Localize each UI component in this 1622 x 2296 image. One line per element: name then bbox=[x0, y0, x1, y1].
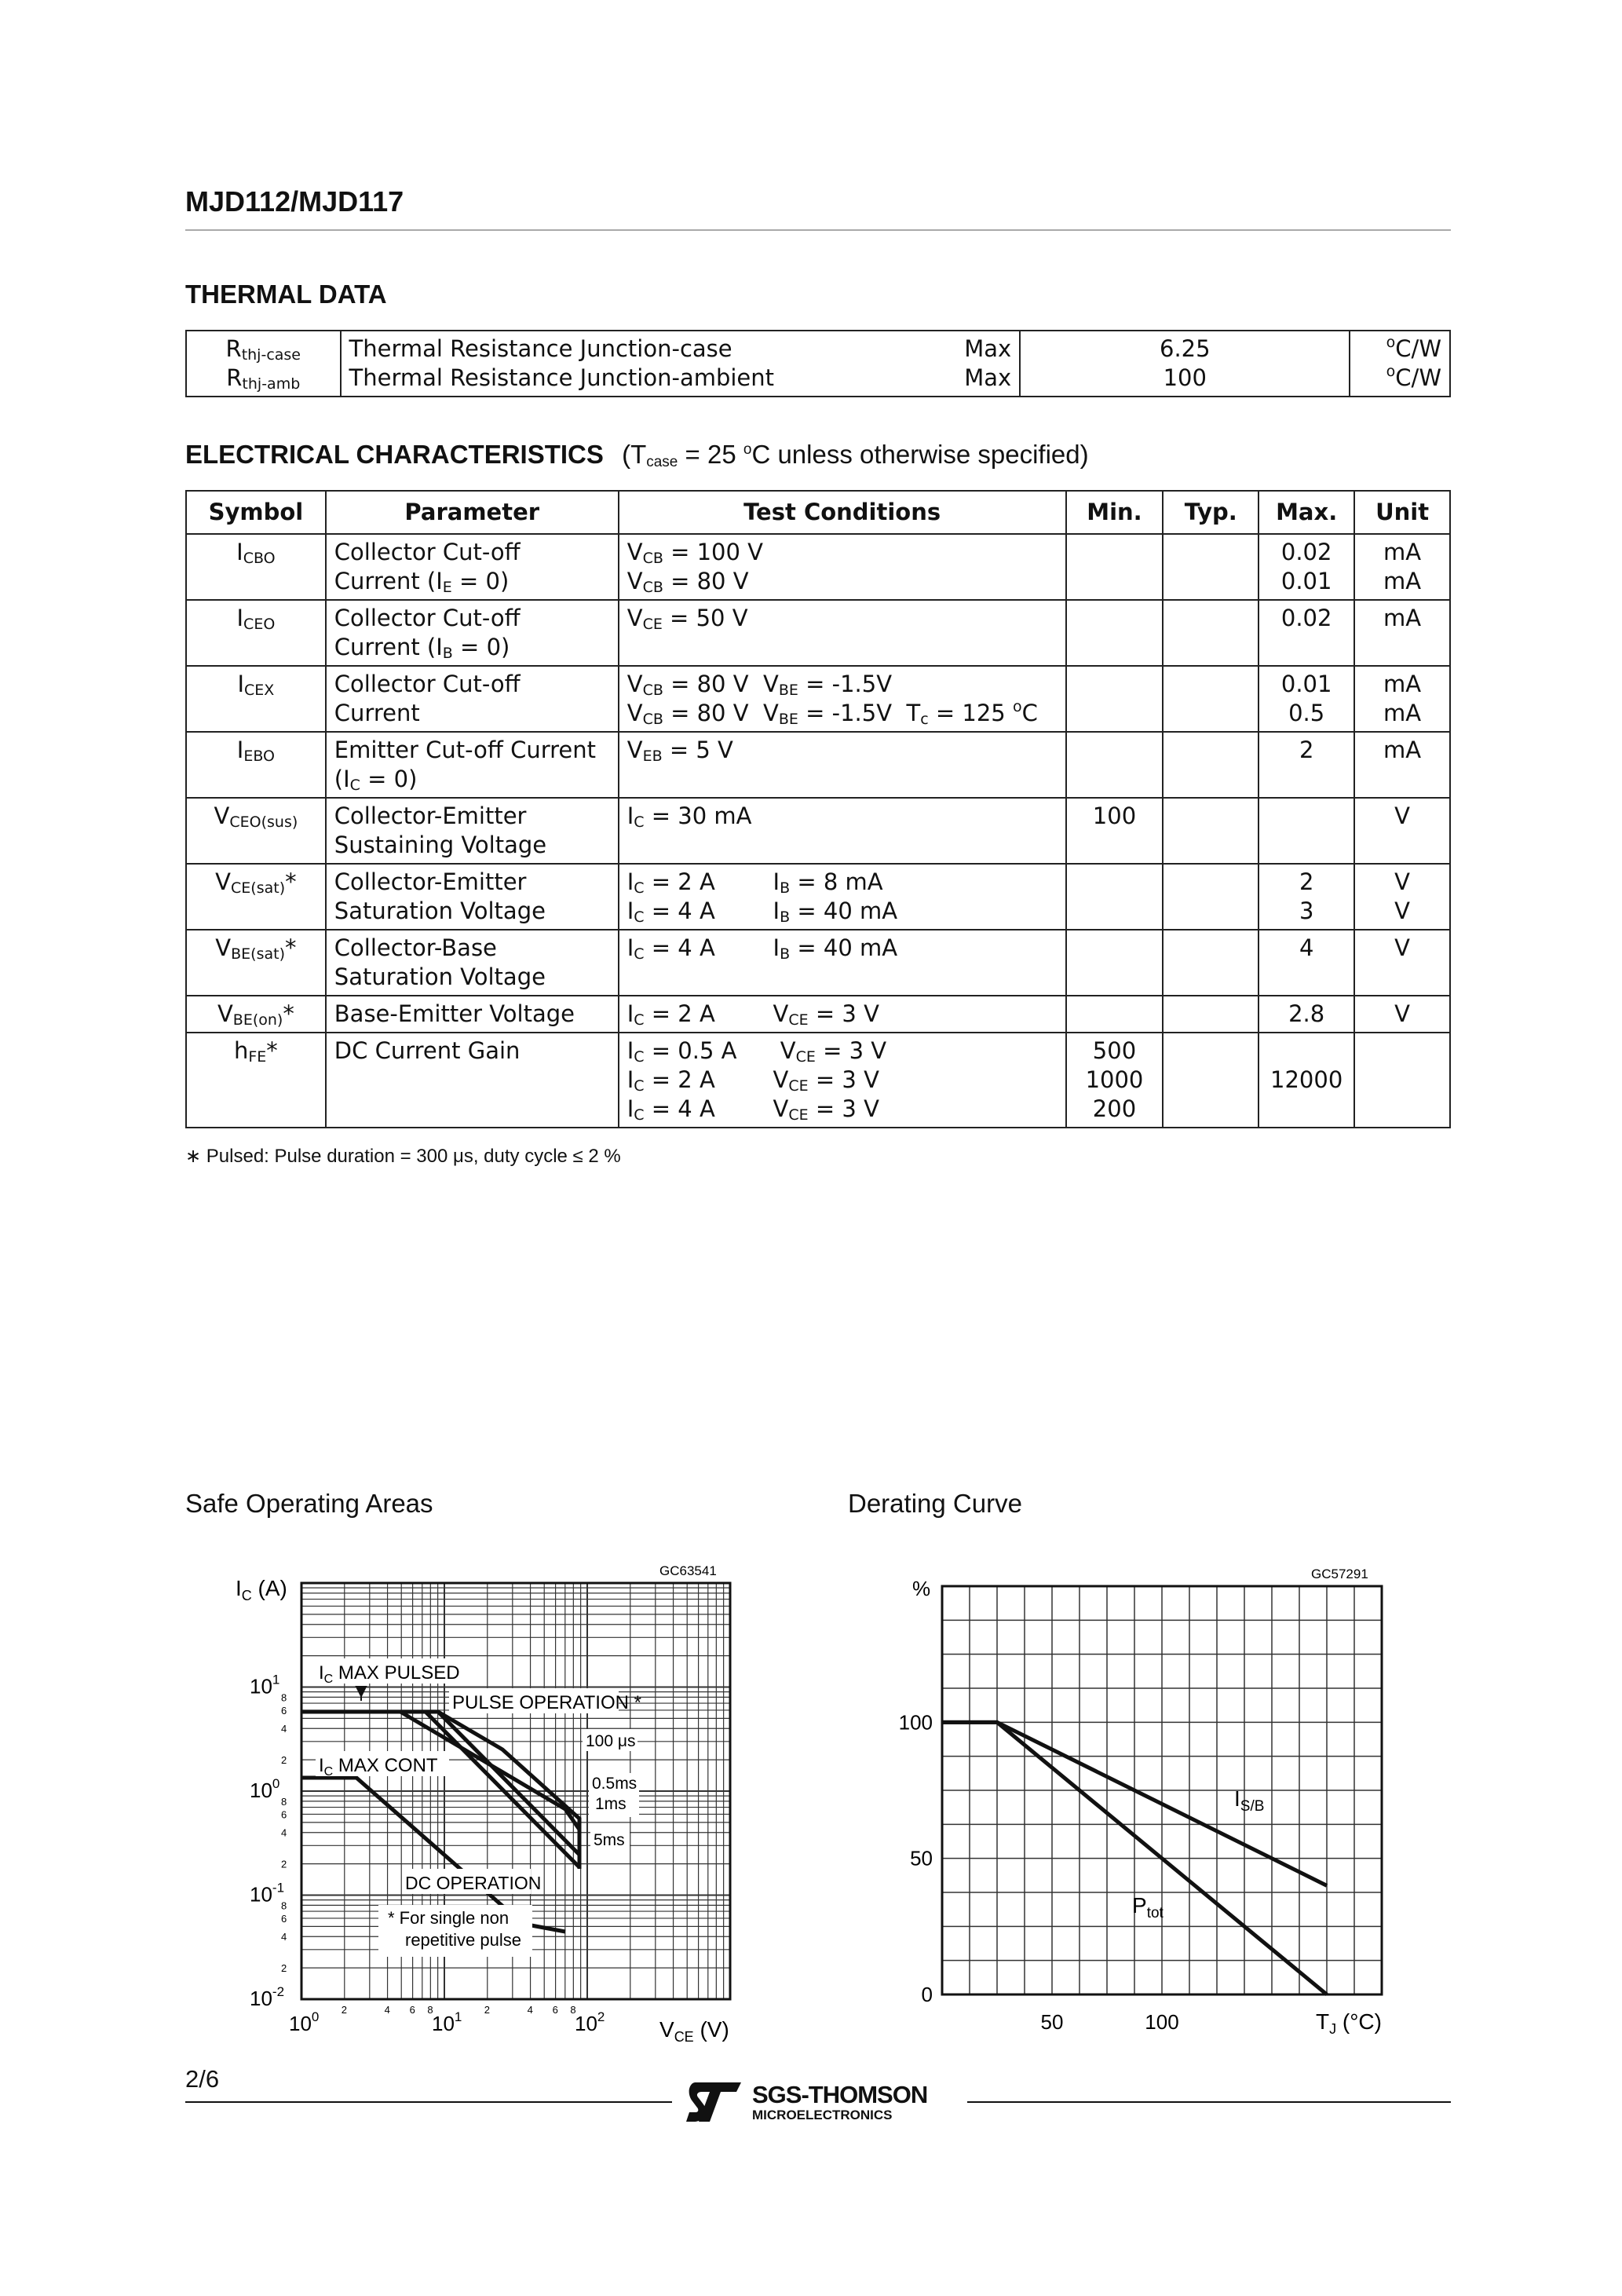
derating-x-tick-label: 100 bbox=[1145, 2010, 1179, 2034]
symbol-cell: $h_{FE}*$ bbox=[186, 1033, 326, 1128]
conditions-cell: $I_C = 0.5$ A $V_{CE} = 3$ V $I_C = 2$ A $V_{CE} = 3$ V $I_C = 4$ A $V_{CE} = 3$ V bbox=[619, 1033, 1066, 1128]
soa-y-minor-label: 8 bbox=[281, 1795, 287, 1808]
max-cell: 0.01 0.5 bbox=[1259, 666, 1354, 732]
derating-x-tick-label: 50 bbox=[1040, 2010, 1064, 2034]
unit-cell: V bbox=[1354, 798, 1450, 864]
parameter-cell: DC Current Gain bbox=[326, 1033, 619, 1128]
unit-cell: V bbox=[1354, 930, 1450, 996]
derating-chart bbox=[871, 1555, 1421, 2057]
table-row bbox=[186, 600, 1450, 666]
soa-x-minor-label: 8 bbox=[570, 2004, 576, 2016]
thermal-qualifier-cell bbox=[896, 331, 1020, 397]
conditions-cell: $V_{EB} = 5$ V bbox=[619, 732, 1066, 798]
min-cell bbox=[1066, 666, 1164, 732]
table-row bbox=[186, 864, 1450, 930]
soa-x-ticks bbox=[289, 2004, 605, 2035]
thermal-parameter-cell bbox=[341, 331, 897, 397]
soa-x-tick-label: $10^1$ bbox=[432, 2009, 462, 2035]
column-header: Parameter bbox=[326, 491, 619, 534]
soa-arrow-icon bbox=[356, 1687, 366, 1701]
soa-label-5ms: 5ms bbox=[594, 1831, 625, 1849]
soa-y-title: $I_C$ (A) bbox=[236, 1576, 287, 1603]
soa-y-minor-label: 6 bbox=[281, 1808, 287, 1821]
table-row bbox=[186, 666, 1450, 732]
thermal-symbol: $R_{thj-amb}$ bbox=[226, 364, 301, 393]
soa-label-ic-cont: $I_C$ MAX CONT bbox=[319, 1755, 438, 1779]
thermal-row bbox=[186, 331, 1450, 397]
soa-y-minor-label: 4 bbox=[281, 1931, 287, 1943]
derating-grid bbox=[942, 1586, 1382, 1994]
soa-label-1ms: 1ms bbox=[595, 1795, 627, 1813]
symbol-cell: $V_{CEO(sus)}$ bbox=[186, 798, 326, 864]
thermal-parameter: Thermal Resistance Junction-case bbox=[349, 335, 732, 362]
symbol-cell: $I_{CBO}$ bbox=[186, 534, 326, 600]
unit-cell: mA mA bbox=[1354, 666, 1450, 732]
thermal-qualifier: Max bbox=[964, 335, 1012, 362]
max-cell: 0.02 0.01 bbox=[1259, 534, 1354, 600]
soa-y-minor-label: 2 bbox=[281, 1858, 287, 1870]
soa-caption: Safe Operating Areas bbox=[185, 1489, 433, 1518]
derating-label-isb: $I_{S/B}$ bbox=[1234, 1786, 1265, 1815]
derating-y-tick-label: 100 bbox=[898, 1710, 933, 1735]
column-header: Min. bbox=[1066, 491, 1164, 534]
soa-label-pulse-op: PULSE OPERATION * bbox=[452, 1692, 641, 1713]
table-row bbox=[186, 732, 1450, 798]
conditions-cell: $I_C = 2$ A $V_{CE} = 3$ V bbox=[619, 996, 1066, 1033]
soa-x-minor-label: 4 bbox=[384, 2004, 390, 2016]
soa-y-minor-label: 2 bbox=[281, 1754, 287, 1767]
conditions-cell: $I_C = 2$ A $I_B = 8$ mA $I_C = 4$ A $I_B = 40$ mA bbox=[619, 864, 1066, 930]
unit-cell: mA bbox=[1354, 732, 1450, 798]
footer-rule-right bbox=[967, 2101, 1451, 2103]
derating-y-title: % bbox=[912, 1577, 931, 1600]
derating-code: GC57291 bbox=[1311, 1567, 1368, 1581]
typ-cell bbox=[1163, 798, 1259, 864]
electrical-heading: ELECTRICAL CHARACTERISTICS bbox=[185, 440, 604, 469]
electrical-conditions: ($T_{case} = 25$ $^o$C unless otherwise specified) bbox=[622, 440, 1089, 470]
derating-y-tick-label: 50 bbox=[910, 1846, 933, 1870]
soa-y-minor-label: 6 bbox=[281, 1912, 287, 1925]
max-cell: 2.8 bbox=[1259, 996, 1354, 1033]
soa-label-100us: 100 μs bbox=[586, 1732, 636, 1750]
brand-name: SGS-THOMSON bbox=[752, 2081, 928, 2108]
conditions-cell: $V_{CB} = 100$ V $V_{CB} = 80$ V bbox=[619, 534, 1066, 600]
soa-y-tick-label: $10^{-2}$ bbox=[250, 1984, 285, 2010]
max-cell: 0.02 bbox=[1259, 600, 1354, 666]
max-cell: 4 bbox=[1259, 930, 1354, 996]
derating-y-ticks bbox=[899, 1710, 933, 2006]
soa-code: GC63541 bbox=[659, 1563, 717, 1578]
typ-cell bbox=[1163, 732, 1259, 798]
electrical-heading-line bbox=[185, 440, 1089, 470]
soa-label-dc-op: DC OPERATION bbox=[405, 1873, 542, 1893]
soa-label-05ms: 0.5ms bbox=[592, 1775, 637, 1793]
header-rule bbox=[185, 229, 1451, 231]
soa-y-ticks bbox=[250, 1673, 287, 2011]
soa-y-minor-label: 8 bbox=[281, 1691, 287, 1704]
soa-y-minor-label: 4 bbox=[281, 1826, 287, 1839]
min-cell bbox=[1066, 996, 1164, 1033]
symbol-cell: $I_{CEX}$ bbox=[186, 666, 326, 732]
soa-x-tick-label: $10^2$ bbox=[575, 2009, 605, 2035]
soa-x-title: $V_{CE}$ (V) bbox=[659, 2017, 729, 2045]
soa-x-tick-label: $10^0$ bbox=[289, 2009, 320, 2035]
typ-cell bbox=[1163, 1033, 1259, 1128]
unit-cell: V V bbox=[1354, 864, 1450, 930]
parameter-cell: Emitter Cut-off Current $(I_C = 0)$ bbox=[326, 732, 619, 798]
soa-y-minor-label: 2 bbox=[281, 1962, 287, 1975]
max-cell bbox=[1259, 798, 1354, 864]
max-cell: 2 3 bbox=[1259, 864, 1354, 930]
typ-cell bbox=[1163, 534, 1259, 600]
table-row bbox=[186, 1033, 1450, 1128]
derating-caption: Derating Curve bbox=[848, 1489, 1022, 1518]
thermal-value: 100 bbox=[1163, 364, 1207, 391]
derating-x-title: $T_J$ (°C) bbox=[1316, 2009, 1382, 2037]
soa-x-minor-label: 8 bbox=[427, 2004, 433, 2016]
thermal-value: 6.25 bbox=[1160, 335, 1211, 362]
derating-x-ticks bbox=[1041, 2010, 1179, 2034]
document-title: MJD112/MJD117 bbox=[185, 185, 404, 218]
parameter-cell: Collector Cut-off Current bbox=[326, 666, 619, 732]
soa-y-minor-label: 4 bbox=[281, 1723, 287, 1735]
symbol-cell: $V_{CE(sat)}*$ bbox=[186, 864, 326, 930]
typ-cell bbox=[1163, 666, 1259, 732]
soa-x-minor-label: 2 bbox=[484, 2004, 491, 2016]
column-header: Symbol bbox=[186, 491, 326, 534]
thermal-unit: $^o$C/W bbox=[1386, 334, 1441, 362]
min-cell bbox=[1066, 732, 1164, 798]
conditions-cell: $I_C = 30$ mA bbox=[619, 798, 1066, 864]
symbol-cell: $V_{BE(on)}*$ bbox=[186, 996, 326, 1033]
min-cell bbox=[1066, 600, 1164, 666]
max-cell: 2 bbox=[1259, 732, 1354, 798]
table-row bbox=[186, 798, 1450, 864]
brand-subtitle: MICROELECTRONICS bbox=[752, 2108, 893, 2122]
min-cell: 100 bbox=[1066, 798, 1164, 864]
soa-note-line2: repetitive pulse bbox=[405, 1930, 521, 1950]
symbol-cell: $I_{EBO}$ bbox=[186, 732, 326, 798]
parameter-cell: Collector-Emitter Saturation Voltage bbox=[326, 864, 619, 930]
typ-cell bbox=[1163, 996, 1259, 1033]
unit-cell: mA bbox=[1354, 600, 1450, 666]
column-header: Unit bbox=[1354, 491, 1450, 534]
conditions-cell: $V_{CE} = 50$ V bbox=[619, 600, 1066, 666]
footer-rule-left bbox=[185, 2101, 672, 2103]
column-header: Max. bbox=[1259, 491, 1354, 534]
st-logo-icon bbox=[685, 2081, 743, 2123]
page-number: 2/6 bbox=[185, 2065, 220, 2093]
thermal-symbol-cell bbox=[186, 331, 341, 397]
thermal-parameter: Thermal Resistance Junction-ambient bbox=[349, 364, 775, 391]
soa-y-tick-label: $10^1$ bbox=[250, 1672, 280, 1698]
column-header: Test Conditions bbox=[619, 491, 1066, 534]
soa-curve-05ms bbox=[438, 1712, 579, 1855]
soa-note-line1: * For single non bbox=[388, 1908, 510, 1928]
parameter-cell: Collector-Base Saturation Voltage bbox=[326, 930, 619, 996]
derating-y-tick-label: 0 bbox=[921, 1983, 933, 2006]
soa-curve-1ms bbox=[426, 1712, 579, 1867]
thermal-unit: $^o$C/W bbox=[1386, 363, 1441, 391]
soa-y-tick-label: $10^0$ bbox=[250, 1776, 280, 1802]
parameter-cell: Base-Emitter Voltage bbox=[326, 996, 619, 1033]
soa-chart bbox=[220, 1555, 762, 2057]
symbol-cell: $I_{CEO}$ bbox=[186, 600, 326, 666]
table-row bbox=[186, 930, 1450, 996]
thermal-table bbox=[185, 330, 1451, 397]
typ-cell bbox=[1163, 600, 1259, 666]
conditions-cell: $I_C = 4$ A $I_B = 40$ mA bbox=[619, 930, 1066, 996]
thermal-heading: THERMAL DATA bbox=[185, 280, 387, 309]
conditions-cell: $V_{CB} = 80$ V $V_{BE} = -1.5V$ $V_{CB} = 80$ V $V_{BE} = -1.5V$ $T_c = 125$ $^o$C bbox=[619, 666, 1066, 732]
parameter-cell: Collector Cut-off Current $(I_E = 0)$ bbox=[326, 534, 619, 600]
soa-x-minor-label: 2 bbox=[341, 2004, 348, 2016]
soa-x-minor-label: 4 bbox=[527, 2004, 533, 2016]
unit-cell: mA mA bbox=[1354, 534, 1450, 600]
thermal-unit-cell bbox=[1350, 331, 1450, 397]
thermal-symbol: $R_{thj-case}$ bbox=[225, 335, 301, 364]
parameter-cell: Collector-Emitter Sustaining Voltage bbox=[326, 798, 619, 864]
max-cell: 12000 bbox=[1259, 1033, 1354, 1128]
typ-cell bbox=[1163, 930, 1259, 996]
soa-curves bbox=[301, 1712, 579, 1932]
min-cell bbox=[1066, 534, 1164, 600]
thermal-value-cell bbox=[1020, 331, 1350, 397]
table-row bbox=[186, 534, 1450, 600]
unit-cell: V bbox=[1354, 996, 1450, 1033]
pulsed-footnote: ∗ Pulsed: Pulse duration = 300 μs, duty cycle ≤ 2 % bbox=[185, 1146, 621, 1167]
thermal-qualifier: Max bbox=[964, 364, 1012, 391]
symbol-cell: $V_{BE(sat)}*$ bbox=[186, 930, 326, 996]
min-cell bbox=[1066, 930, 1164, 996]
parameter-cell: Collector Cut-off Current $(I_B = 0)$ bbox=[326, 600, 619, 666]
soa-y-minor-label: 8 bbox=[281, 1899, 287, 1912]
soa-label-ic-pulsed: $I_C$ MAX PULSED bbox=[319, 1662, 460, 1686]
soa-x-minor-label: 6 bbox=[552, 2004, 558, 2016]
min-cell bbox=[1066, 864, 1164, 930]
derating-label-ptot: $P_{tot}$ bbox=[1132, 1893, 1164, 1921]
typ-cell bbox=[1163, 864, 1259, 930]
min-cell: 500 1000 200 bbox=[1066, 1033, 1164, 1128]
electrical-table bbox=[185, 490, 1451, 1128]
table-row bbox=[186, 996, 1450, 1033]
soa-x-minor-label: 6 bbox=[409, 2004, 415, 2016]
soa-y-tick-label: $10^{-1}$ bbox=[250, 1880, 285, 1907]
unit-cell bbox=[1354, 1033, 1450, 1128]
column-header: Typ. bbox=[1163, 491, 1259, 534]
soa-y-minor-label: 6 bbox=[281, 1704, 287, 1717]
